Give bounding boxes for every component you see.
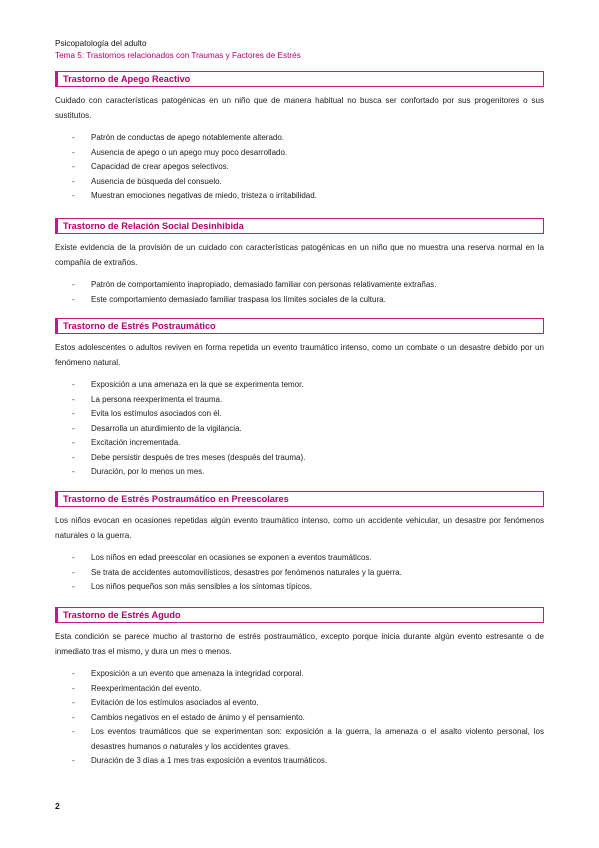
course-title: Psicopatología del adulto xyxy=(55,39,147,48)
list-item: - Exposición a un evento que amenaza la integridad corporal. xyxy=(72,669,304,678)
list-item: - Duración de 3 días a 1 mes tras exposición a eventos traumáticos. xyxy=(72,756,328,765)
list-item: - Capacidad de crear apegos selectivos. xyxy=(72,162,229,171)
list-item: - La persona reexperimenta el trauma. xyxy=(72,394,223,404)
list-item: - Este comportamiento demasiado familiar traspasa los límites sociales de la cultura. xyxy=(72,294,386,304)
document-header xyxy=(55,38,301,62)
list-item: - Ausencia de búsqueda del consuelo. xyxy=(72,176,222,186)
list-item: - Evitación de los estímulos asociados al evento. xyxy=(72,698,259,707)
section-apego-reactivo xyxy=(55,71,544,204)
list-item: - Desarrolla un aturdimiento de la vigilancia. xyxy=(72,423,242,433)
section-paragraph: Estos adolescentes o adultos reviven en forma repetida un evento traumático intenso, como un combate o un desastre debido por un fenómeno natural. xyxy=(55,343,544,367)
list-item: - Patrón de comportamiento inapropiado, demasiado familiar con personas relativamente extrañas. xyxy=(72,280,437,289)
section-paragraph: Cuidado con características patogénicas en un niño que de manera habitual no busca ser confortado por sus progenitores o sus sustitutos. xyxy=(55,96,544,120)
list-item: - Exposición a una amenaza en la que se experimenta temor. xyxy=(72,380,304,389)
section-estres-postraumatico-preescolares xyxy=(55,491,544,595)
list-item: - Cambios negativos en el estado de ánimo y el pensamiento. xyxy=(72,712,305,722)
list-item: - Debe persistir después de tres meses (después del trauma). xyxy=(72,452,306,462)
list-item: - Ausencia de apego o un apego muy poco desarrollado. xyxy=(72,147,288,157)
bullet-list xyxy=(55,378,544,480)
topic-title: Tema 5: Trastornos relacionados con Traumas y Factores de Estrés xyxy=(55,51,301,60)
section-heading: Trastorno de Apego Reactivo xyxy=(55,71,544,87)
list-item: - Los niños pequeños son más sensibles a los síntomas típicos. xyxy=(72,582,313,591)
list-item: - Excitación incrementada. xyxy=(72,438,181,447)
list-item: - Muestran emociones negativas de miedo, tristeza o irritabilidad. xyxy=(72,191,317,200)
list-item: - Evita los estímulos asociados con él. xyxy=(72,409,222,418)
section-heading: Trastorno de Estrés Postraumático xyxy=(55,318,544,334)
list-item: - Los eventos traumáticos que se experimentan son: exposición a la guerra, la amenaza o el asalto violento personal, los desastres humanos o naturales y los accidentes graves. xyxy=(72,727,544,751)
list-item: - Reexperimentación del evento. xyxy=(72,683,202,693)
list-item: - Los niños en edad preescolar en ocasiones se exponen a eventos traumáticos. xyxy=(72,553,372,562)
list-item: - Patrón de conductas de apego notablemente alterado. xyxy=(72,133,285,142)
bullet-list xyxy=(55,667,544,769)
bullet-list xyxy=(55,551,544,595)
section-heading: Trastorno de Relación Social Desinhibida xyxy=(55,218,544,234)
section-estres-postraumatico xyxy=(55,318,544,480)
section-paragraph: Existe evidencia de la provisión de un cuidado con características patogénicas en un niño que no muestra una reserva normal en la compañía de extraños. xyxy=(55,243,544,267)
section-estres-agudo xyxy=(55,607,544,769)
page-number: 2 xyxy=(55,801,60,811)
list-item: - Se trata de accidentes automovilísticos, desastres por fenómenos naturales y la guerra. xyxy=(72,567,402,577)
section-relacion-social-desinhibida xyxy=(55,218,544,307)
list-item: - Duración, por lo menos un mes. xyxy=(72,467,205,476)
section-paragraph: Esta condición se parece mucho al trastorno de estrés postraumático, excepto porque inicia durante algún evento estresante o de inmediato tras el mismo, y dura un mes o menos. xyxy=(55,632,544,656)
section-paragraph: Los niños evocan en ocasiones repetidas algún evento traumático intenso, como un accidente vehicular, un desastre por fenómenos naturales o la guerra. xyxy=(55,516,544,540)
section-heading: Trastorno de Estrés Postraumático en Preescolares xyxy=(55,491,544,507)
bullet-list xyxy=(55,131,544,204)
bullet-list xyxy=(55,278,544,307)
section-heading: Trastorno de Estrés Agudo xyxy=(55,607,544,623)
